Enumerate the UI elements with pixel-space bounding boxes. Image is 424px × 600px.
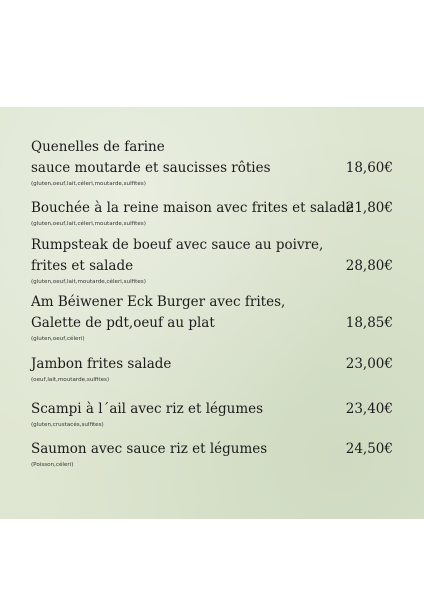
dish-price: 23,00€ xyxy=(345,356,393,372)
dish-price: 18,85€ xyxy=(345,315,393,331)
dish-description-text: sauce moutarde et saucisses rôties xyxy=(31,160,271,176)
menu-item-burger xyxy=(31,292,393,343)
menu-item-jambon xyxy=(31,354,393,384)
dish-name-text: Bouchée à la reine maison avec frites et salade xyxy=(31,200,354,216)
dish-name xyxy=(31,399,393,420)
dish-price: 21,80€ xyxy=(345,200,393,216)
allergen-list: (gluten,oeuf,lait,moutarde,céleri,sulfites) xyxy=(31,279,146,285)
dish-price: 18,60€ xyxy=(345,160,393,176)
dish-name xyxy=(31,354,393,375)
dish-description xyxy=(31,313,393,334)
dish-name xyxy=(31,439,393,460)
dish-description-text: Galette de pdt,oeuf au plat xyxy=(31,315,215,331)
dish-name-text: Saumon avec sauce riz et légumes xyxy=(31,441,268,457)
dish-price: 28,80€ xyxy=(345,258,393,274)
dish-price: 24,50€ xyxy=(345,441,393,457)
allergen-list: (oeuf,lait,moutarde,sulfites) xyxy=(31,377,110,383)
menu-panel xyxy=(0,107,424,519)
dish-description xyxy=(31,158,393,179)
dish-name-text: Jambon frites salade xyxy=(31,356,172,372)
dish-name-text: Scampi à l´ail avec riz et légumes xyxy=(31,401,264,417)
menu-item-scampi xyxy=(31,399,393,429)
dish-name xyxy=(31,198,393,219)
dish-description-text: frites et salade xyxy=(31,258,134,274)
allergen-list: (gluten,oeuf,céleri) xyxy=(31,336,85,342)
dish-name: Am Béiwener Eck Burger avec frites, xyxy=(31,294,286,310)
allergen-list: (gluten,crustacés,sulfites) xyxy=(31,422,104,428)
dish-name: Quenelles de farine xyxy=(31,139,165,155)
menu-item-saumon xyxy=(31,439,393,469)
menu-item-bouchee xyxy=(31,198,393,228)
menu-item-rumpsteak xyxy=(31,235,393,286)
dish-price: 23,40€ xyxy=(345,401,393,417)
allergen-list: (gluten,oeuf,lait,céleri,moutarde,sulfites) xyxy=(31,181,146,187)
menu-item-quenelles xyxy=(31,137,393,188)
allergen-list: (gluten,oeuf,lait,céleri,moutarde,sulfites) xyxy=(31,221,146,227)
allergen-list: (Poisson,céleri) xyxy=(31,462,74,468)
dish-name: Rumpsteak de boeuf avec sauce au poivre, xyxy=(31,237,324,253)
dish-description xyxy=(31,256,393,277)
